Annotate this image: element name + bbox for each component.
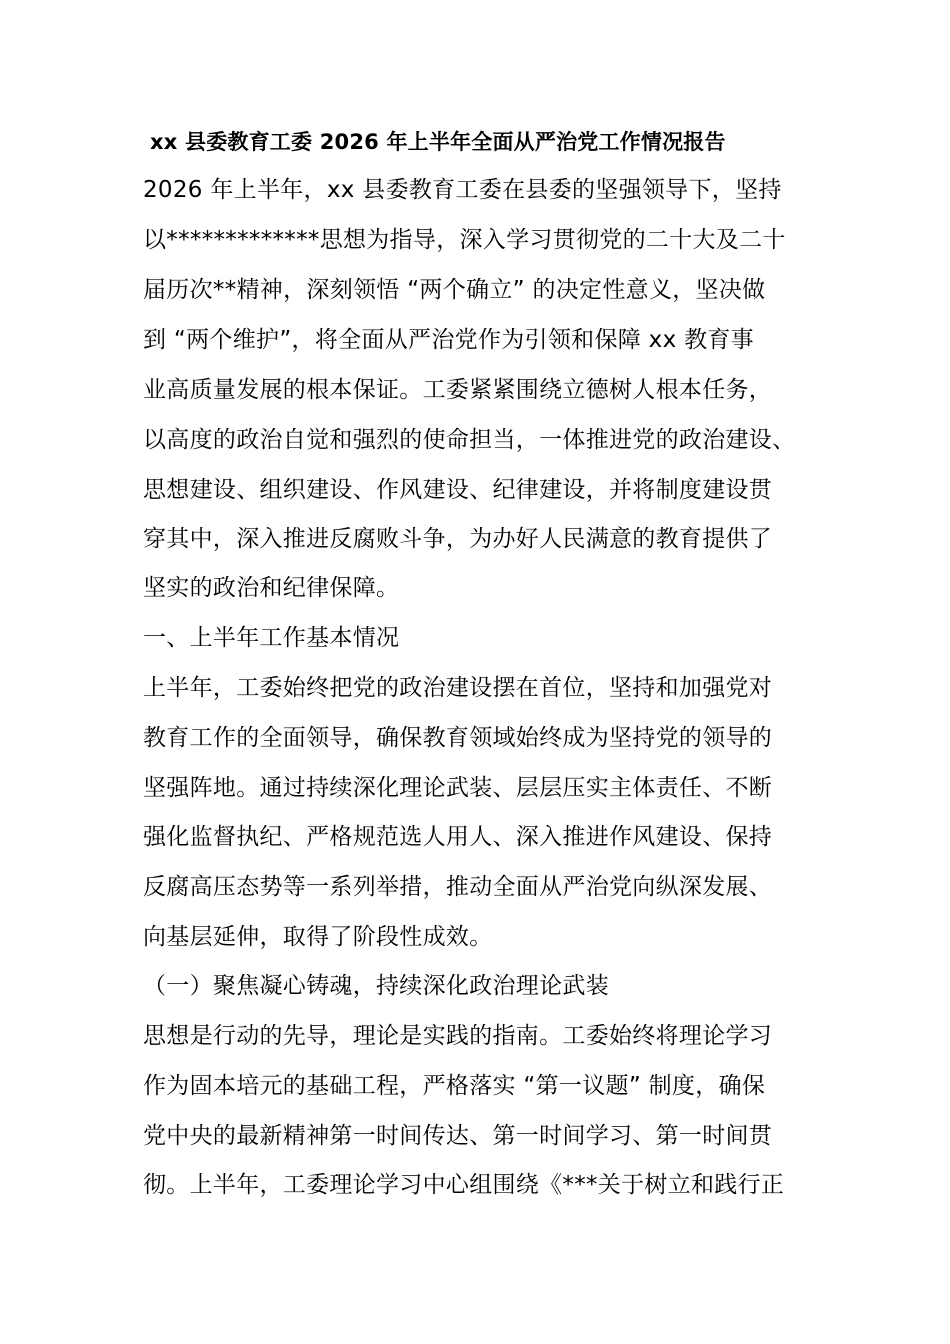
body-line: 彻。上半年，工委理论学习中心组围绕《***关于树立和践行正 (143, 1172, 785, 1198)
body-line: 思想是行动的先导，理论是实践的指南。工委始终将理论学习 (143, 1023, 773, 1049)
body-line: 作为固本培元的基础工程，严格落实 “第一议题” 制度，确保 (143, 1073, 766, 1099)
body-line: 强化监督执纪、严格规范选人用人、深入推进作风建设、保持 (143, 824, 773, 850)
body-line: 向基层延伸，取得了阶段性成效。 (143, 924, 493, 950)
body-line: 党中央的最新精神第一时间传达、第一时间学习、第一时间贯 (143, 1123, 773, 1149)
body-line: 2026 年上半年，xx 县委教育工委在县委的坚强领导下，坚持 (143, 177, 782, 203)
body-line: 届历次**精神，深刻领悟 “两个确立” 的决定性意义，坚决做 (143, 277, 766, 303)
body-line: 以*************思想为指导，深入学习贯彻党的二十大及二十 (143, 227, 786, 253)
subsection-heading: （一）聚焦凝心铸魂，持续深化政治理论武装 (143, 973, 609, 999)
body-line: 坚实的政治和纪律保障。 (143, 575, 400, 601)
body-line: 业高质量发展的根本保证。工委紧紧围绕立德树人根本任务， (143, 377, 773, 403)
body-line: 到 “两个维护”，将全面从严治党作为引领和保障 xx 教育事 (143, 327, 754, 353)
body-line: 反腐高压态势等一系列举措，推动全面从严治党向纵深发展、 (143, 874, 773, 900)
body-line: 思想建设、组织建设、作风建设、纪律建设，并将制度建设贯 (143, 477, 773, 503)
section-heading: 一、上半年工作基本情况 (143, 625, 400, 651)
body-line: 以高度的政治自觉和强烈的使命担当，一体推进党的政治建设、 (143, 427, 796, 453)
body-line: 上半年，工委始终把党的政治建设摆在首位，坚持和加强党对 (143, 675, 773, 701)
body-line: 教育工作的全面领导，确保教育领域始终成为坚持党的领导的 (143, 725, 773, 751)
document-title: xx 县委教育工委 2026 年上半年全面从严治党工作情况报告 (150, 130, 726, 154)
body-line: 穿其中，深入推进反腐败斗争，为办好人民满意的教育提供了 (143, 526, 773, 552)
body-line: 坚强阵地。通过持续深化理论武装、层层压实主体责任、不断 (143, 775, 773, 801)
